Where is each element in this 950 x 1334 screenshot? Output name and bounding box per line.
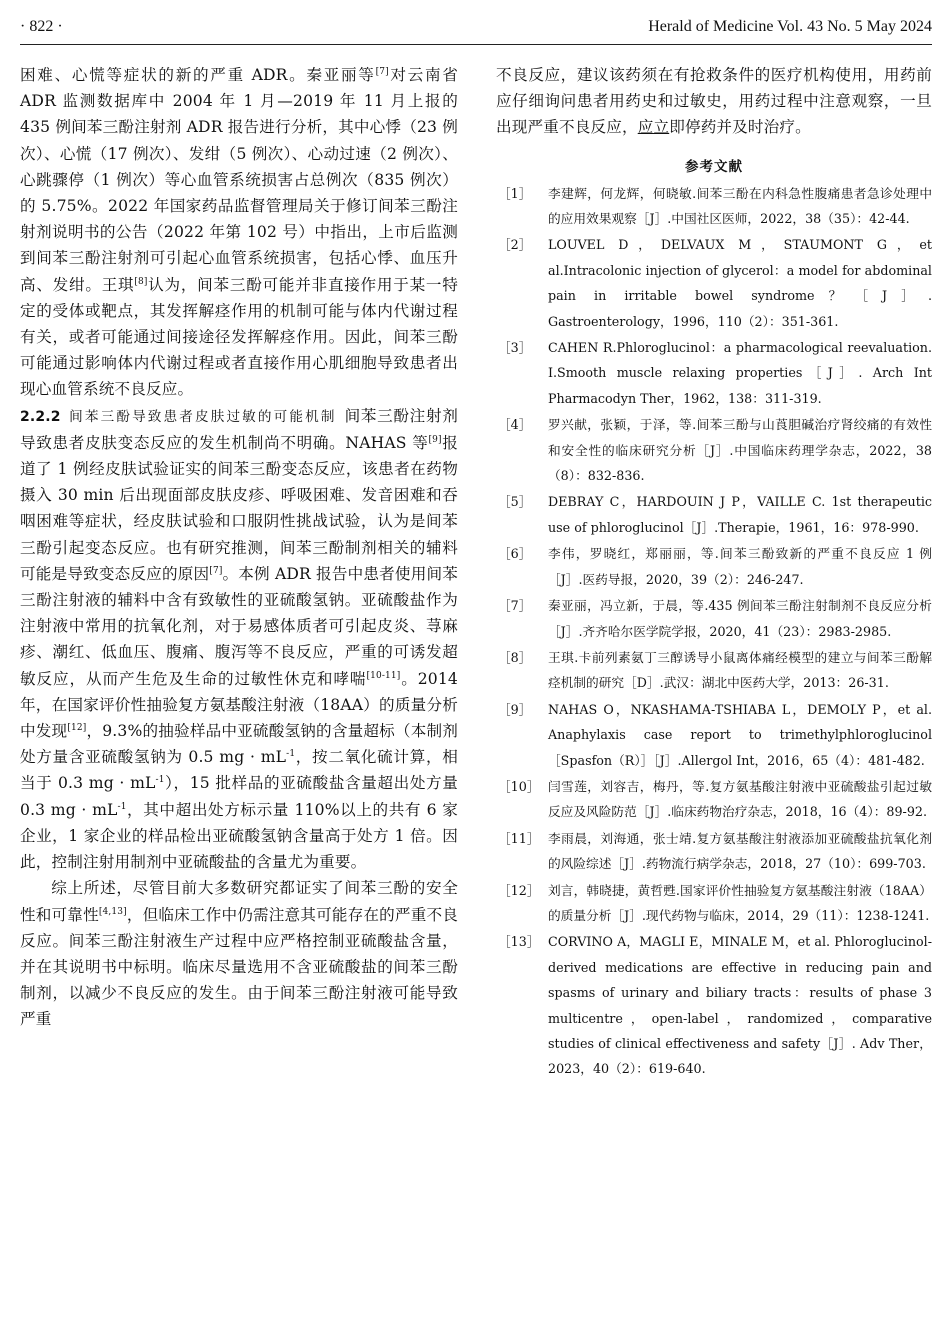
reference-item: ［3］ CAHEN R.Phloroglucinol：a pharmacological reevaluation. I.Smooth muscle relaxing properties［J］. Arch Int Pharmacodyn Ther，1962，138：311-319. xyxy=(498,340,932,406)
reference-item: ［1］ 李建辉，何龙辉，何晓敏.间苯三酚在内科急性腹痛患者急诊处理中的应用效果观察［J］.中国社区医师，2022，38（35）：42-44. xyxy=(498,185,932,227)
citation[interactable]: [7] xyxy=(375,66,389,77)
citation[interactable]: [9] xyxy=(428,434,442,445)
citation[interactable]: [7] xyxy=(209,565,223,576)
reference-item: ［6］ 李伟，罗晓红，郑丽丽，等.间苯三酚致新的严重不良反应 1 例［J］.医药导报，2020，39（2）：246-247. xyxy=(498,546,932,587)
reference-item: ［10］ 闫雪莲，刘容吉，梅丹，等.复方氨基酸注射液中亚硫酸盐引起过敏反应及风险防范［J］.临床药物治疗杂志，2018，16（4）：89-92. xyxy=(498,778,932,820)
citation[interactable]: [12] xyxy=(67,722,87,733)
reference-item: ［12］ 刘言，韩晓捷，黄哲甦.国家评价性抽验复方氨基酸注射液（18AA）的质量分析［J］.现代药物与临床，2014，29（11）：1238-1241. xyxy=(498,882,932,923)
underlined-text: 应立 xyxy=(637,118,670,137)
right-column xyxy=(496,62,932,1083)
journal-title: Herald of Medicine Vol. 43 No. 5 May 2024 xyxy=(648,18,932,35)
reference-item: ［4］ 罗兴献，张颖，于泽，等.间苯三酚与山莨胆碱治疗肾绞痛的有效性和安全性的临床研究分析［J］.中国临床药理学杂志，2022，38（8）：832-836. xyxy=(498,417,932,484)
reference-item: ［8］ 王琪.卡前列素氨丁三醇诱导小鼠离体痛经模型的建立与间苯三酚解痉机制的研究［D］.武汉：湖北中医药大学，2013：26-31. xyxy=(498,649,932,691)
reference-item: ［11］ 李雨晨，刘海通，张士靖.复方氨基酸注射液添加亚硫酸盐抗氧化剂的风险综述［J］.药物流行病学杂志，2018，27（10）：699-703. xyxy=(498,830,932,872)
unit-exponent: -1 xyxy=(155,775,165,786)
references-heading: 参考文献 xyxy=(685,158,743,175)
reference-list xyxy=(496,181,932,1082)
paragraph-skin-allergy: 2.2.2 间苯三酚导致患者皮肤过敏的可能机制 间苯三酚注射剂导致患者皮肤变态反应的发生机制尚不明确。NAHAS 等[9]报道了 1 例经皮肤试验证实的间苯三酚变态反应，该患者在药物摄入 30 min 后出现面部皮肤皮疹、呼吸困难、发音困难和吞咽困难等症状，经皮肤试验和口服阴性挑战试验，认为是间苯三酚引起变态反应。也有研究推测，间苯三酚制剂相关的辅料可能是导致变态反应的原因[7]。本例 ADR 报告中患者使用间苯三酚注射液的辅料中含有致敏性的亚硫酸氢钠。亚硫酸盐作为注射液中常用的抗氧化剂，对于易感体质者可引起皮炎、荨麻疹、潮红、低血压、腹痛、腹泻等不良反应，严重的可诱发超敏反应，从而产生危及生命的过敏性休克和哮喘[10-11]。2014 年，在国家评价性抽验复方氨基酸注射液（18AA）的质量分析中发现[12]，9.3%的抽验样品中亚硫酸氢钠的含量超标（本制剂处方量含亚硫酸氢钠为 0.5 mg · $mL^{-1}$，按二氧化硫计算，相当于 0.3 mg · $mL^{-1}$），15 批样品的亚硫酸盐含量超出处方量 0.3 mg · $mL^{-1}$，其中超出处方标示量 110%以上的共有 6 家企业，1 家企业的样品检出亚硫酸氢钠含量高于处方 1 倍。因此，控制注射用制剂中亚硫酸盐的含量尤为重要。 xyxy=(20,406,459,872)
left-column xyxy=(20,62,458,1033)
citation[interactable]: [10-11] xyxy=(366,670,401,681)
section-title: 间苯三酚导致患者皮肤过敏的可能机制 xyxy=(68,408,337,425)
paragraph-recommendation: 不良反应，建议该药须在有抢救条件的医疗机构使用，用药前应仔细询问患者用药史和过敏史，用药过程中注意观察，一旦出现严重不良反应，应立即停药并及时治疗。 xyxy=(496,66,932,137)
paragraph-cardio-adr: 困难、心慌等症状的新的严重 ADR。秦亚丽等[7]对云南省 ADR 监测数据库中 2004 年 1 月—2019 年 11 月上报的 435 例间苯三酚注射剂 ADR 报告进行分析，其中心悸（23 例次）、心慌（17 例次）、发绀（5 例次）、心动过速（2 例次）、心跳骤停（1 例次）等心血管系统损害占总例次（835 例次）的 5.75%。2022 年国家药品监督管理局关于修订间苯三酚注射剂说明书的公告（2022 年第 102 号）中指出，上市后监测到间苯三酚注射剂可引起心血管系统损害，包括心悸、血压升高、发绀。王琪[8]认为，间苯三酚可能并非直接作用于某一特定的受体或靶点，其发挥解痉作用的机制可能与体内代谢过程有关，或者可能通过间接途径发挥解痉作用。因此，间苯三酚可能通过影响体内代谢过程或者直接作用心肌细胞导致患者出现心血管系统不良反应。 xyxy=(20,66,458,399)
reference-item: ［2］ LOUVEL D，DELVAUX M，STAUMONT G，et al.Intracolonic injection of glycerol：a model for abdominal pain in irritable bowel syndrome？［J］. Gastroenterology，1996，110（2）：351-361. xyxy=(498,237,932,329)
unit-exponent: -1 xyxy=(286,749,296,760)
reference-item: ［9］ NAHAS O，NKASHAMA-TSHIABA L，DEMOLY P，et al. Anaphylaxis case report to trimethylphloroglucinol［Spasfon（R）］［J］.Allergol Int，2016，65（4）：481-482. xyxy=(498,701,932,768)
reference-item: ［5］ DEBRAY C，HARDOUIN J P，VAILLE C. 1st therapeutic use of phloroglucinol［J］.Therapie，1961，16：978-990. xyxy=(498,494,932,535)
section-number: 2.2.2 xyxy=(20,408,61,425)
page-number: · 822 · xyxy=(20,18,63,35)
reference-item: ［7］ 秦亚丽，冯立新，于晨，等.435 例间苯三酚注射制剂不良反应分析［J］.齐齐哈尔医学院学报，2020，41（23）：2983-2985. xyxy=(498,598,932,639)
reference-item: ［13］ CORVINO A，MAGLI E，MINALE M，et al. Phloroglucinol-derived medications are effective in reducing pain and spasms of urinary and biliary tracts：results of phase 3 multicentre，open-label，randomized，comparative studies of clinical effectiveness and safety［J］. Adv Ther，2023，40（2）：619-640. xyxy=(498,934,932,1077)
page-header xyxy=(20,14,932,45)
citation[interactable]: [8] xyxy=(134,276,148,287)
paragraph-conclusion: 综上所述，尽管目前大多数研究都证实了间苯三酚的安全性和可靠性[4,13]，但临床工作中仍需注意其可能存在的严重不良反应。间苯三酚注射液生产过程中应严格控制亚硫酸盐含量，并在其说明书中标明。临床尽量选用不含亚硫酸盐的间苯三酚制剂，以减少不良反应的发生。由于间苯三酚注射液可能导致严重 xyxy=(20,879,458,1029)
unit-exponent: -1 xyxy=(117,801,127,812)
citation[interactable]: [4,13] xyxy=(98,906,127,917)
